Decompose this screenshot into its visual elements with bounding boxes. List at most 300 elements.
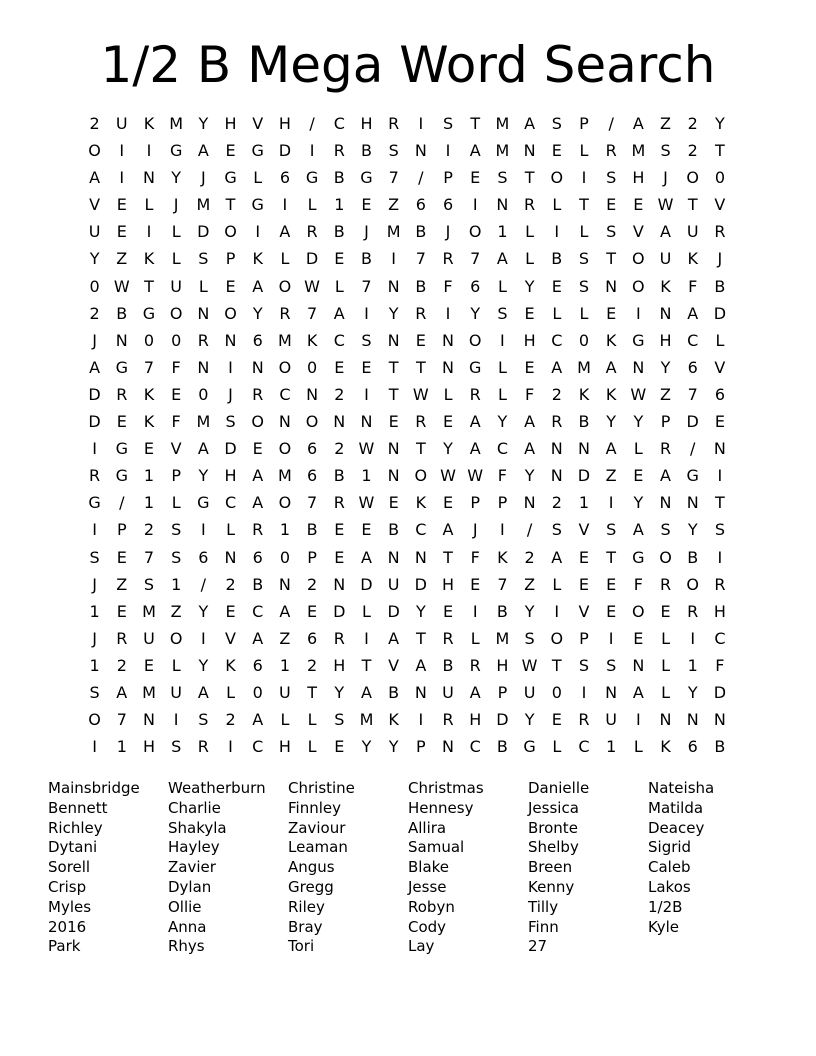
grid-cell[interactable]: B (496, 737, 508, 757)
grid-cell[interactable]: G (632, 330, 645, 350)
grid-cell[interactable]: O (468, 330, 482, 350)
grid-cell[interactable]: B (306, 520, 318, 540)
grid-cell[interactable]: N (605, 682, 618, 702)
grid-cell[interactable]: A (551, 357, 563, 377)
grid-cell[interactable]: C (714, 628, 726, 648)
grid-cell[interactable]: E (225, 601, 236, 621)
grid-cell[interactable]: R (89, 466, 101, 486)
grid-cell[interactable]: H (224, 114, 237, 133)
grid-cell[interactable]: M (359, 710, 374, 730)
grid-cell[interactable]: I (309, 141, 315, 161)
grid-cell[interactable]: E (361, 520, 372, 540)
grid-cell[interactable]: I (364, 303, 369, 323)
grid-cell[interactable]: E (470, 168, 481, 188)
grid-cell[interactable]: I (554, 222, 560, 242)
grid-cell[interactable]: H (632, 168, 645, 188)
grid-cell[interactable]: K (306, 330, 318, 350)
grid-cell[interactable]: B (333, 168, 345, 188)
grid-cell[interactable]: H (142, 737, 155, 757)
grid-cell[interactable]: M (577, 357, 591, 377)
grid-cell[interactable]: N (496, 195, 509, 215)
grid-cell[interactable]: C (415, 520, 427, 540)
grid-cell[interactable]: L (525, 249, 535, 269)
grid-cell[interactable]: 2 (334, 384, 345, 404)
grid-cell[interactable]: O (550, 628, 564, 648)
grid-cell[interactable]: B (116, 303, 128, 323)
grid-cell[interactable]: V (89, 195, 101, 215)
grid-cell[interactable]: W (521, 655, 538, 675)
grid-cell[interactable]: S (497, 168, 508, 188)
grid-cell[interactable]: L (280, 710, 290, 730)
grid-cell[interactable]: I (228, 357, 233, 377)
grid-cell[interactable]: G (251, 195, 264, 215)
grid-cell[interactable]: C (252, 737, 264, 757)
grid-cell[interactable]: E (116, 412, 127, 432)
grid-cell[interactable]: O (169, 303, 183, 323)
grid-cell[interactable]: D (496, 710, 509, 730)
grid-cell[interactable]: / (690, 439, 696, 459)
grid-cell[interactable]: N (605, 276, 618, 296)
grid-cell[interactable]: / (526, 520, 533, 540)
grid-cell[interactable]: Y (687, 682, 698, 702)
grid-cell[interactable]: A (360, 547, 372, 567)
grid-cell[interactable]: / (119, 493, 125, 513)
grid-cell[interactable]: L (144, 195, 154, 215)
grid-cell[interactable]: J (364, 222, 369, 242)
grid-cell[interactable]: F (470, 547, 480, 567)
grid-cell[interactable]: L (280, 249, 290, 269)
grid-cell[interactable]: A (197, 682, 209, 702)
grid-cell[interactable]: A (388, 628, 400, 648)
grid-cell[interactable]: 2 (687, 141, 698, 161)
grid-cell[interactable]: E (551, 141, 562, 161)
grid-cell[interactable]: E (551, 710, 562, 730)
grid-cell[interactable]: T (388, 357, 399, 377)
grid-cell[interactable]: U (387, 574, 400, 594)
grid-cell[interactable]: Z (116, 574, 128, 594)
grid-cell[interactable]: T (388, 384, 399, 404)
grid-cell[interactable]: E (116, 601, 127, 621)
grid-cell[interactable]: I (472, 195, 478, 215)
grid-cell[interactable]: 6 (687, 357, 698, 377)
grid-cell[interactable]: 2 (334, 439, 345, 459)
grid-cell[interactable]: L (579, 222, 589, 242)
grid-cell[interactable]: G (686, 466, 699, 486)
grid-cell[interactable]: O (224, 222, 237, 242)
grid-cell[interactable]: I (255, 222, 261, 242)
grid-cell[interactable]: A (279, 601, 291, 621)
grid-cell[interactable]: N (387, 439, 400, 459)
grid-cell[interactable]: B (714, 737, 726, 757)
grid-cell[interactable]: T (415, 357, 426, 377)
grid-cell[interactable]: N (278, 574, 291, 594)
grid-cell[interactable]: L (307, 195, 317, 215)
grid-cell[interactable]: S (497, 303, 508, 323)
grid-cell[interactable]: I (581, 682, 587, 702)
grid-cell[interactable]: L (226, 520, 235, 540)
grid-cell[interactable]: I (635, 303, 641, 323)
grid-cell[interactable]: A (632, 114, 644, 133)
grid-cell[interactable]: L (171, 493, 181, 513)
grid-cell[interactable]: V (388, 655, 400, 675)
grid-cell[interactable]: I (635, 710, 641, 730)
grid-cell[interactable]: J (445, 222, 451, 242)
grid-cell[interactable]: K (497, 547, 508, 567)
grid-cell[interactable]: 2 (89, 114, 100, 133)
grid-cell[interactable]: E (334, 520, 345, 540)
grid-cell[interactable]: C (224, 493, 237, 513)
grid-cell[interactable]: Z (605, 466, 617, 486)
grid-cell[interactable]: 0 (198, 384, 209, 404)
grid-cell[interactable]: C (551, 330, 563, 350)
grid-cell[interactable]: A (252, 710, 264, 730)
grid-cell[interactable]: G (251, 141, 264, 161)
grid-cell[interactable]: 0 (89, 276, 100, 296)
grid-cell[interactable]: T (470, 114, 481, 133)
grid-cell[interactable]: U (686, 222, 699, 242)
grid-cell[interactable]: S (171, 547, 182, 567)
grid-cell[interactable]: E (606, 601, 617, 621)
grid-cell[interactable]: H (523, 330, 536, 350)
grid-cell[interactable]: N (414, 141, 427, 161)
grid-cell[interactable]: O (632, 601, 645, 621)
grid-cell[interactable]: N (414, 547, 427, 567)
grid-cell[interactable]: E (633, 466, 644, 486)
grid-cell[interactable]: 2 (307, 655, 318, 675)
grid-cell[interactable]: K (605, 330, 617, 350)
grid-cell[interactable]: G (169, 141, 183, 161)
grid-cell[interactable]: R (306, 222, 318, 242)
grid-cell[interactable]: N (387, 276, 400, 296)
grid-cell[interactable]: Y (388, 303, 399, 323)
grid-cell[interactable]: I (228, 737, 233, 757)
grid-cell[interactable]: R (442, 249, 454, 269)
grid-cell[interactable]: E (606, 195, 617, 215)
grid-cell[interactable]: Y (524, 601, 535, 621)
grid-cell[interactable]: I (92, 520, 97, 540)
grid-cell[interactable]: A (415, 655, 427, 675)
grid-cell[interactable]: F (524, 384, 535, 404)
grid-cell[interactable]: G (224, 168, 237, 188)
grid-cell[interactable]: S (198, 249, 209, 269)
grid-cell[interactable]: N (333, 574, 346, 594)
grid-cell[interactable]: L (226, 682, 235, 702)
grid-cell[interactable]: H (333, 655, 346, 675)
grid-cell[interactable]: S (660, 520, 671, 540)
grid-cell[interactable]: B (578, 412, 590, 432)
grid-cell[interactable]: L (552, 737, 562, 757)
grid-cell[interactable]: D (414, 574, 427, 594)
grid-cell[interactable]: A (469, 141, 481, 161)
grid-cell[interactable]: A (89, 168, 101, 188)
grid-cell[interactable]: 2 (143, 520, 155, 540)
grid-cell[interactable]: F (715, 655, 725, 675)
grid-cell[interactable]: 6 (279, 168, 290, 188)
grid-cell[interactable]: T (606, 249, 617, 269)
grid-cell[interactable]: U (170, 682, 183, 702)
grid-cell[interactable]: A (551, 547, 563, 567)
grid-cell[interactable]: E (361, 357, 372, 377)
grid-cell[interactable]: Y (415, 601, 426, 621)
grid-cell[interactable]: U (659, 249, 672, 269)
grid-cell[interactable]: S (334, 710, 345, 730)
grid-cell[interactable]: N (713, 710, 726, 730)
grid-cell[interactable]: A (252, 493, 264, 513)
grid-cell[interactable]: R (415, 412, 427, 432)
grid-cell[interactable]: L (715, 330, 725, 350)
grid-cell[interactable]: 1 (578, 493, 590, 513)
grid-cell[interactable]: A (469, 412, 481, 432)
grid-cell[interactable]: I (445, 141, 451, 161)
grid-cell[interactable]: B (415, 222, 427, 242)
grid-cell[interactable]: B (333, 466, 345, 486)
grid-cell[interactable]: P (416, 737, 426, 757)
grid-cell[interactable]: C (687, 330, 699, 350)
grid-cell[interactable]: A (252, 628, 264, 648)
grid-cell[interactable]: R (659, 439, 672, 459)
grid-cell[interactable]: M (495, 628, 510, 648)
grid-cell[interactable]: N (251, 357, 264, 377)
grid-cell[interactable]: L (497, 357, 507, 377)
grid-cell[interactable]: L (552, 195, 562, 215)
grid-cell[interactable]: N (686, 493, 699, 513)
grid-cell[interactable]: K (578, 384, 590, 404)
grid-cell[interactable]: O (414, 466, 428, 486)
grid-cell[interactable]: S (578, 249, 590, 269)
grid-cell[interactable]: C (252, 601, 264, 621)
grid-cell[interactable]: L (307, 710, 317, 730)
grid-cell[interactable]: E (442, 601, 454, 621)
grid-cell[interactable]: H (469, 710, 482, 730)
grid-cell[interactable]: / (418, 168, 424, 188)
grid-cell[interactable]: K (143, 249, 155, 269)
grid-cell[interactable]: J (717, 249, 723, 269)
grid-cell[interactable]: E (334, 249, 345, 269)
grid-cell[interactable]: M (142, 682, 156, 702)
grid-cell[interactable]: U (170, 276, 183, 296)
grid-cell[interactable]: Z (279, 628, 291, 648)
grid-cell[interactable]: E (714, 412, 725, 432)
grid-cell[interactable]: I (200, 628, 206, 648)
grid-cell[interactable]: E (143, 655, 155, 675)
grid-cell[interactable]: Y (633, 493, 644, 513)
grid-cell[interactable]: Y (470, 303, 481, 323)
grid-cell[interactable]: N (387, 547, 400, 567)
grid-cell[interactable]: G (142, 303, 156, 323)
grid-cell[interactable]: E (606, 574, 617, 594)
grid-cell[interactable]: 1 (497, 222, 508, 242)
grid-cell[interactable]: L (661, 628, 670, 648)
grid-cell[interactable]: H (278, 737, 291, 757)
grid-cell[interactable]: V (578, 601, 590, 621)
grid-cell[interactable]: M (196, 412, 211, 432)
grid-cell[interactable]: E (551, 276, 562, 296)
grid-cell[interactable]: F (633, 574, 643, 594)
grid-cell[interactable]: W (412, 384, 429, 404)
grid-cell[interactable]: 6 (470, 276, 481, 296)
grid-cell[interactable]: I (500, 520, 505, 540)
grid-cell[interactable]: G (115, 466, 128, 486)
grid-cell[interactable]: L (579, 141, 589, 161)
grid-cell[interactable]: S (442, 114, 454, 133)
grid-cell[interactable]: A (89, 357, 101, 377)
grid-cell[interactable]: U (442, 682, 454, 702)
grid-cell[interactable]: 2 (225, 710, 236, 730)
grid-cell[interactable]: C (279, 384, 291, 404)
grid-cell[interactable]: T (307, 682, 317, 702)
grid-cell[interactable]: E (171, 384, 182, 404)
grid-cell[interactable]: Z (170, 601, 182, 621)
grid-cell[interactable]: U (88, 222, 101, 242)
grid-cell[interactable]: 1 (361, 466, 372, 486)
grid-cell[interactable]: / (608, 114, 614, 133)
grid-cell[interactable]: G (523, 737, 536, 757)
grid-cell[interactable]: R (551, 412, 563, 432)
grid-cell[interactable]: S (89, 682, 100, 702)
grid-cell[interactable]: 7 (116, 710, 127, 730)
grid-cell[interactable]: E (334, 737, 345, 757)
grid-cell[interactable]: E (307, 601, 318, 621)
grid-cell[interactable]: Y (198, 466, 209, 486)
grid-cell[interactable]: W (630, 384, 647, 404)
grid-cell[interactable]: N (387, 330, 400, 350)
grid-cell[interactable]: V (170, 439, 182, 459)
grid-cell[interactable]: Y (633, 412, 644, 432)
grid-cell[interactable]: R (197, 737, 209, 757)
grid-cell[interactable]: I (364, 628, 369, 648)
grid-cell[interactable]: S (171, 520, 182, 540)
grid-cell[interactable]: N (278, 412, 291, 432)
grid-cell[interactable]: R (333, 628, 345, 648)
grid-cell[interactable]: 1 (143, 466, 155, 486)
grid-cell[interactable]: V (252, 114, 264, 133)
grid-cell[interactable]: 2 (551, 384, 562, 404)
grid-cell[interactable]: E (660, 601, 671, 621)
grid-cell[interactable]: N (197, 303, 210, 323)
grid-cell[interactable]: I (92, 439, 97, 459)
grid-cell[interactable]: 2 (524, 547, 535, 567)
grid-cell[interactable]: R (578, 710, 590, 730)
grid-cell[interactable]: R (442, 710, 454, 730)
grid-cell[interactable]: A (524, 114, 536, 133)
grid-cell[interactable]: A (524, 439, 536, 459)
grid-cell[interactable]: A (279, 222, 291, 242)
grid-cell[interactable]: O (278, 276, 292, 296)
grid-cell[interactable]: 2 (116, 655, 127, 675)
grid-cell[interactable]: P (225, 249, 236, 269)
grid-cell[interactable]: S (551, 114, 562, 133)
grid-cell[interactable]: T (715, 493, 725, 513)
grid-cell[interactable]: 0 (714, 168, 725, 188)
grid-cell[interactable]: M (196, 195, 211, 215)
grid-cell[interactable]: L (633, 737, 643, 757)
grid-cell[interactable]: O (686, 574, 700, 594)
grid-cell[interactable]: Y (198, 114, 209, 133)
grid-cell[interactable]: 6 (415, 195, 426, 215)
grid-cell[interactable]: K (388, 710, 399, 730)
grid-cell[interactable]: E (606, 303, 617, 323)
grid-cell[interactable]: 7 (143, 357, 155, 377)
grid-cell[interactable]: O (632, 276, 645, 296)
grid-cell[interactable]: R (659, 574, 672, 594)
grid-cell[interactable]: I (92, 737, 97, 757)
grid-cell[interactable]: Y (715, 114, 725, 133)
grid-cell[interactable]: W (440, 466, 456, 486)
grid-cell[interactable]: 1 (143, 493, 155, 513)
grid-cell[interactable]: F (171, 412, 181, 432)
grid-cell[interactable]: G (469, 357, 482, 377)
grid-cell[interactable]: 1 (279, 520, 290, 540)
grid-cell[interactable]: G (115, 439, 128, 459)
grid-cell[interactable]: I (119, 141, 125, 161)
grid-cell[interactable]: S (198, 710, 209, 730)
grid-cell[interactable]: W (113, 276, 130, 296)
grid-cell[interactable]: V (714, 195, 726, 215)
grid-cell[interactable]: 1 (687, 655, 698, 675)
grid-cell[interactable]: I (690, 628, 696, 648)
grid-cell[interactable]: S (578, 276, 590, 296)
grid-cell[interactable]: G (632, 547, 645, 567)
grid-cell[interactable]: 7 (470, 249, 481, 269)
grid-cell[interactable]: 7 (143, 547, 155, 567)
grid-cell[interactable]: F (497, 466, 507, 486)
grid-cell[interactable]: E (116, 547, 127, 567)
grid-cell[interactable]: B (360, 141, 372, 161)
grid-cell[interactable]: 6 (198, 547, 209, 567)
grid-cell[interactable]: 0 (307, 357, 318, 377)
grid-cell[interactable]: N (442, 330, 455, 350)
grid-cell[interactable]: R (279, 303, 291, 323)
grid-cell[interactable]: N (550, 439, 563, 459)
grid-cell[interactable]: 0 (279, 547, 290, 567)
grid-cell[interactable]: O (278, 357, 292, 377)
grid-cell[interactable]: I (200, 520, 206, 540)
grid-cell[interactable]: O (251, 412, 265, 432)
grid-cell[interactable]: R (116, 628, 128, 648)
grid-cell[interactable]: I (418, 114, 424, 133)
grid-cell[interactable]: A (605, 439, 617, 459)
grid-cell[interactable]: O (278, 439, 292, 459)
grid-cell[interactable]: A (632, 682, 644, 702)
grid-cell[interactable]: I (282, 195, 288, 215)
grid-cell[interactable]: 7 (497, 574, 508, 594)
grid-cell[interactable]: K (252, 249, 263, 269)
grid-cell[interactable]: R (687, 601, 699, 621)
grid-cell[interactable]: I (554, 601, 560, 621)
grid-cell[interactable]: A (524, 412, 536, 432)
grid-cell[interactable]: T (443, 547, 453, 567)
grid-cell[interactable]: R (252, 520, 264, 540)
grid-cell[interactable]: S (143, 574, 155, 594)
grid-cell[interactable]: M (386, 222, 401, 242)
grid-cell[interactable]: 2 (551, 493, 562, 513)
grid-cell[interactable]: 6 (252, 330, 263, 350)
grid-cell[interactable]: J (200, 168, 206, 188)
grid-cell[interactable]: W (358, 493, 375, 513)
grid-cell[interactable]: S (361, 330, 372, 350)
grid-cell[interactable]: O (550, 168, 564, 188)
grid-cell[interactable]: Z (524, 574, 536, 594)
grid-cell[interactable]: B (551, 249, 563, 269)
grid-cell[interactable]: J (92, 330, 97, 350)
grid-cell[interactable]: N (442, 357, 455, 377)
grid-cell[interactable]: L (443, 384, 453, 404)
grid-cell[interactable]: Y (361, 737, 372, 757)
grid-cell[interactable]: H (360, 114, 373, 133)
grid-cell[interactable]: 1 (89, 655, 100, 675)
grid-cell[interactable]: D (686, 412, 699, 432)
grid-cell[interactable]: A (333, 303, 345, 323)
